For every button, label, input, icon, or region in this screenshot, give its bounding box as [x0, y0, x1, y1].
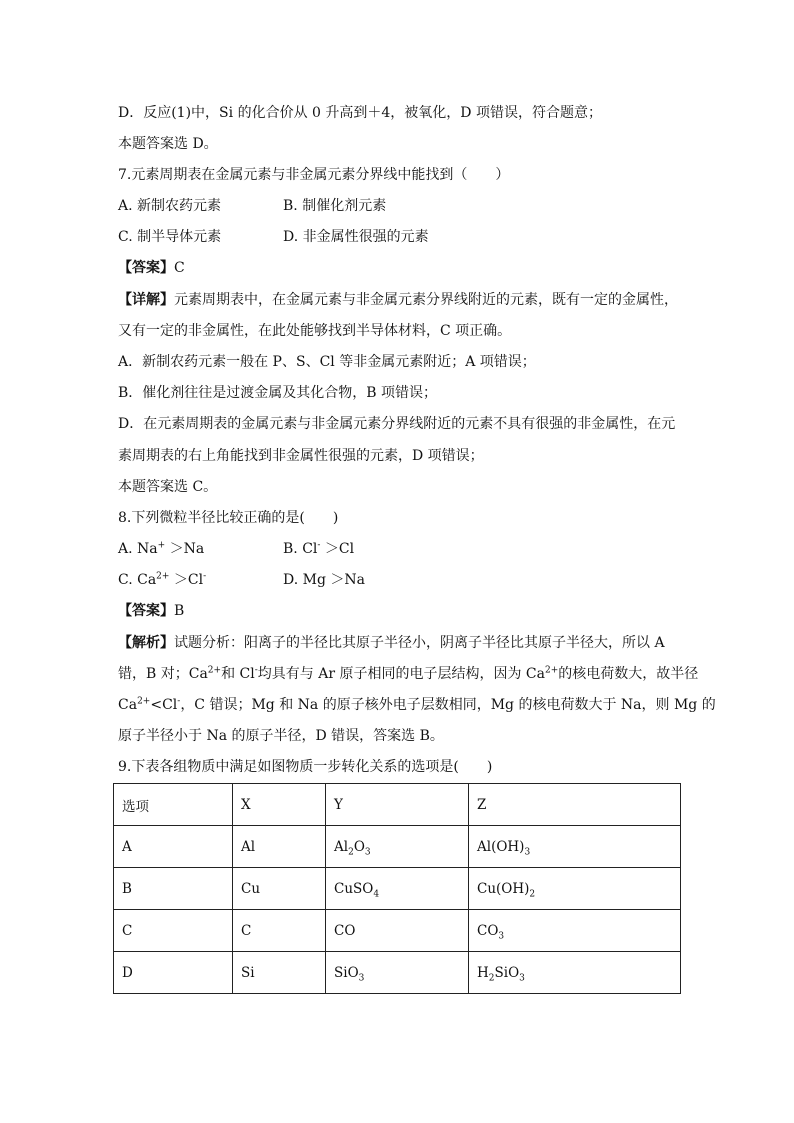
- q9-options-table: [113, 783, 681, 994]
- q8-option-b: B. Cl- ＞Cl: [283, 540, 355, 557]
- question-8-stem: 8.下列微粒半径比较正确的是( ): [118, 510, 339, 526]
- q8-analysis-line-2: 错，B 对；$Ca^{2+}$和 Cl-均具有与 Ar 原子相同的电子层结构，因为 $Ca^{2+}$的核电荷数大，故半径: [118, 665, 699, 682]
- analysis-text: 试题分析：阳离子的半径比其原子半径小，阴离子半径比其原子半径大，所以 A: [174, 635, 665, 651]
- z-cell: $CO_3$: [469, 910, 681, 952]
- q8-analysis-line-3: $Ca^{2+}<Cl^-$，C 错误；Mg 和 Na 的原子核外电子层数相同，Mg 的核电荷数大于 Na，则 Mg 的: [118, 696, 716, 713]
- q8-option-d: D. Mg ＞Na: [283, 572, 365, 588]
- q7-option-c: C. 制半导体元素: [118, 229, 222, 245]
- q7-explanation-line-2: 又有一定的非金属性，在此处能够找到半导体材料，C 项正确。: [118, 323, 512, 339]
- y-cell: $Al_2O_3$: [326, 826, 469, 868]
- question-8-options-row-2: [118, 570, 678, 590]
- q8-analysis-line-1: [118, 633, 665, 653]
- option-cell: B: [114, 868, 233, 910]
- z-cell: $Al(OH)_3$: [469, 826, 681, 868]
- header-cell: X: [233, 784, 326, 826]
- answer-tag: 【答案】: [118, 260, 174, 276]
- explanation-text: 元素周期表中，在金属元素与非金属元素分界线附近的元素，既有一定的金属性，: [174, 292, 678, 308]
- question-9-stem: 9.下表各组物质中满足如图物质一步转化关系的选项是( ): [118, 759, 493, 775]
- analysis-tag: 【解析】: [118, 635, 174, 651]
- q7-explanation-d-2: 素周期表的右上角能找到非金属性很强的元素，D 项错误；: [118, 448, 484, 464]
- prev-answer-d-line: D．反应(1)中，Si 的化合价从 0 升高到＋4，被氧化，D 项错误，符合题意；: [118, 105, 602, 121]
- q8-option-c: C. $Ca^{2+} >Cl^-$: [118, 571, 207, 588]
- x-cell: C: [233, 910, 326, 952]
- q7-explanation-b: B．催化剂往往是过渡金属及其化合物，B 项错误；: [118, 385, 438, 401]
- option-cell: C: [114, 910, 233, 952]
- z-cell: $H_2SiO_3$: [469, 952, 681, 994]
- q8-analysis-line-4: 原子半径小于 Na 的原子半径，D 错误，答案选 B。: [118, 728, 444, 744]
- question-7-options-row-1: [118, 196, 678, 216]
- q7-explanation-d-1: D．在元素周期表的金属元素与非金属元素分界线附近的元素不具有很强的非金属性，在元: [118, 416, 676, 432]
- x-cell: Al: [233, 826, 326, 868]
- header-cell: Z: [469, 784, 681, 826]
- header-cell: Y: [326, 784, 469, 826]
- table-header-row: [114, 784, 681, 826]
- table-row: [114, 910, 681, 952]
- q8-option-a: A. Na+ ＞Na: [118, 540, 205, 557]
- q7-final-answer: 本题答案选 C。: [118, 479, 218, 495]
- x-cell: Si: [233, 952, 326, 994]
- answer-value: B: [174, 603, 185, 619]
- q8-answer: [118, 601, 184, 621]
- y-cell: CuSO$_4$: [326, 868, 469, 910]
- q7-answer: [118, 258, 185, 278]
- y-cell: CO: [326, 910, 469, 952]
- y-cell: SiO$_3$: [326, 952, 469, 994]
- q7-option-d: D. 非金属性很强的元素: [283, 229, 429, 245]
- z-cell: $Cu(OH)_2$: [469, 868, 681, 910]
- table-row: [114, 952, 681, 994]
- question-7-options-row-2: [118, 227, 678, 247]
- option-cell: A: [114, 826, 233, 868]
- question-8-options-row-1: [118, 539, 678, 559]
- header-cell: 选项: [114, 784, 233, 826]
- x-cell: Cu: [233, 868, 326, 910]
- q7-option-b: B. 制催化剂元素: [283, 198, 387, 214]
- q7-explanation-line-1: [118, 290, 678, 310]
- explanation-tag: 【详解】: [118, 292, 174, 308]
- prev-answer-final: 本题答案选 D。: [118, 136, 218, 152]
- q7-explanation-a: A．新制农药元素一般在 P、S、Cl 等非金属元素附近；A 项错误；: [118, 354, 536, 370]
- answer-tag: 【答案】: [118, 603, 174, 619]
- table-row: [114, 826, 681, 868]
- q7-option-a: A. 新制农药元素: [118, 198, 222, 214]
- answer-value: C: [174, 260, 185, 276]
- question-7-stem: 7.元素周期表在金属元素与非金属元素分界线中能找到（ ）: [118, 167, 510, 183]
- option-cell: D: [114, 952, 233, 994]
- table-row: [114, 868, 681, 910]
